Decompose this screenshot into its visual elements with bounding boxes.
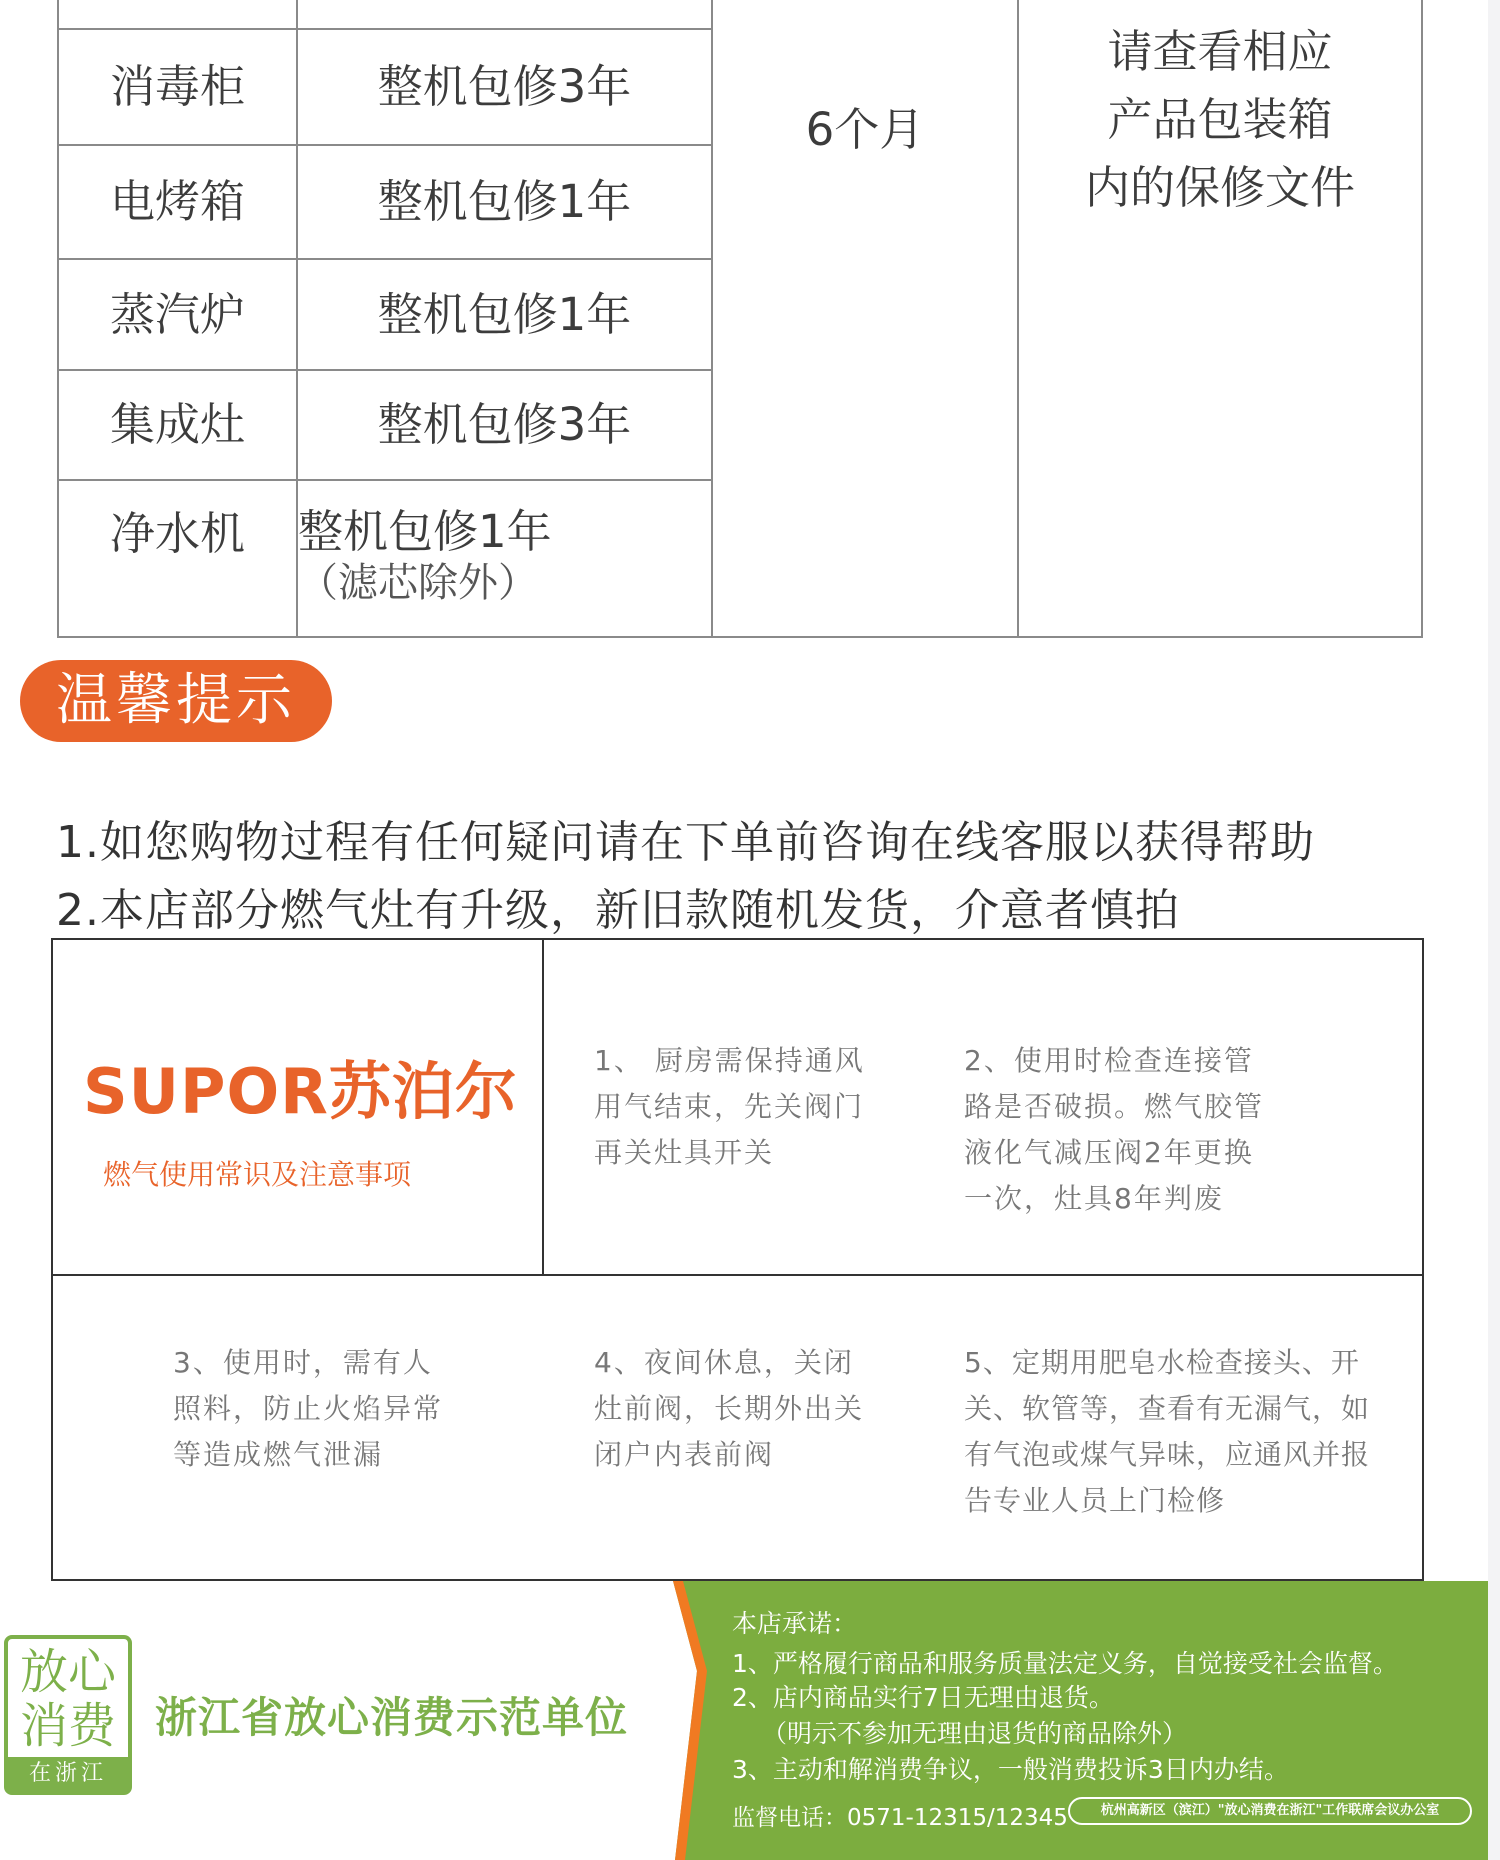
promise-item: 3、主动和解消费争议，一般消费投诉3日内办结。 <box>732 1755 1289 1784</box>
warranty-period: 6个月 <box>805 103 925 156</box>
table-row-warranty: 整机包修1年 <box>377 175 632 228</box>
table-row-product: 消毒柜 <box>109 60 245 113</box>
tip-text: 照料，防止火焰异常 <box>173 1392 444 1425</box>
banner-title: 浙江省放心消费示范单位 <box>155 1693 629 1742</box>
badge-text: 消费 <box>19 1698 116 1754</box>
table-row-warranty <box>298 481 711 636</box>
info-line: 请查看相应 <box>1107 25 1333 78</box>
table-row-warranty: 整机包修1年 <box>377 287 632 341</box>
table-row-warranty: 整机包修3年 <box>377 398 632 451</box>
table-row-product: 净水机 <box>109 507 245 560</box>
tips-badge: 温馨提示 <box>20 660 332 742</box>
tip-text: 一次，灶具8年判废 <box>964 1182 1224 1215</box>
tip-text: 闭户内表前阀 <box>594 1438 775 1471</box>
table-row-product: 蒸汽炉 <box>109 287 245 341</box>
page-edge <box>1488 0 1500 1860</box>
table-row-warranty: 整机包修3年 <box>377 60 632 113</box>
gas-notice-box <box>51 938 1424 1581</box>
info-line: 内的保修文件 <box>1084 161 1355 214</box>
fangxin-badge-logo <box>4 1635 132 1795</box>
tip-text: 3、使用时，需有人 <box>173 1346 433 1379</box>
tip-text: 灶前阀，长期外出关 <box>594 1392 865 1425</box>
warranty-text: 整机包修1年 <box>298 505 552 558</box>
tip-text: 液化气减压阀2年更换 <box>964 1136 1254 1169</box>
table-row-product: 集成灶 <box>109 398 245 451</box>
gas-tip-3 <box>173 1340 443 1478</box>
tip-text: 5、定期用肥皂水检查接头、开 <box>964 1346 1360 1379</box>
gas-tip-2 <box>964 1038 1264 1222</box>
badge-footer: 在浙江 <box>8 1757 128 1791</box>
promise-title: 本店承诺： <box>732 1609 858 1638</box>
warranty-table <box>57 0 1423 638</box>
tip-text: 用气结束，先关阀门 <box>594 1090 865 1123</box>
gas-tip-5 <box>964 1340 1370 1524</box>
tip-text: 1、 厨房需保持通风 <box>594 1044 865 1077</box>
tip-text: 有气泡或煤气异味，应通风并报 <box>964 1438 1371 1471</box>
promise-item: 1、严格履行商品和服务质量法定义务，自觉接受社会监督。 <box>732 1649 1398 1678</box>
promise-item: （明示不参加无理由退货的商品除外） <box>762 1719 1188 1748</box>
table-row-product: 电烤箱 <box>109 175 245 228</box>
tip-line: 2.本店部分燃气灶有升级，新旧款随机发货，介意者慎拍 <box>56 885 1180 936</box>
tip-text: 路是否破损。燃气胶管 <box>964 1090 1265 1123</box>
gas-tip-1 <box>594 1038 865 1176</box>
info-line: 产品包装箱 <box>1107 93 1333 146</box>
hotline: 监督电话：0571-12315/12345 <box>732 1805 1068 1831</box>
tip-text: 4、夜间休息，关闭 <box>594 1346 854 1379</box>
gas-notice-subtitle: 燃气使用常识及注意事项 <box>103 1158 412 1191</box>
tip-text: 等造成燃气泄漏 <box>173 1438 384 1471</box>
tip-text: 关、软管等，查看有无漏气，如 <box>964 1392 1371 1425</box>
office-note: 杭州高新区（滨江）"放心消费在浙江"工作联席会议办公室 <box>1068 1797 1472 1825</box>
tip-text: 告专业人员上门检修 <box>964 1484 1226 1517</box>
banner-divider <box>655 1581 715 1860</box>
gas-tip-4 <box>594 1340 864 1478</box>
tip-text: 再关灶具开关 <box>594 1136 775 1169</box>
warranty-note: （滤芯除外） <box>298 560 538 606</box>
tip-line: 1.如您购物过程有任何疑问请在下单前咨询在线客服以获得帮助 <box>56 817 1315 868</box>
warranty-info <box>1019 20 1421 220</box>
badge-text: 放心 <box>19 1644 116 1700</box>
tip-text: 2、使用时检查连接管 <box>964 1044 1254 1077</box>
supor-logo: SUPOR苏泊尔 <box>83 1055 518 1128</box>
promise-item: 2、店内商品实行7日无理由退货。 <box>732 1683 1114 1712</box>
